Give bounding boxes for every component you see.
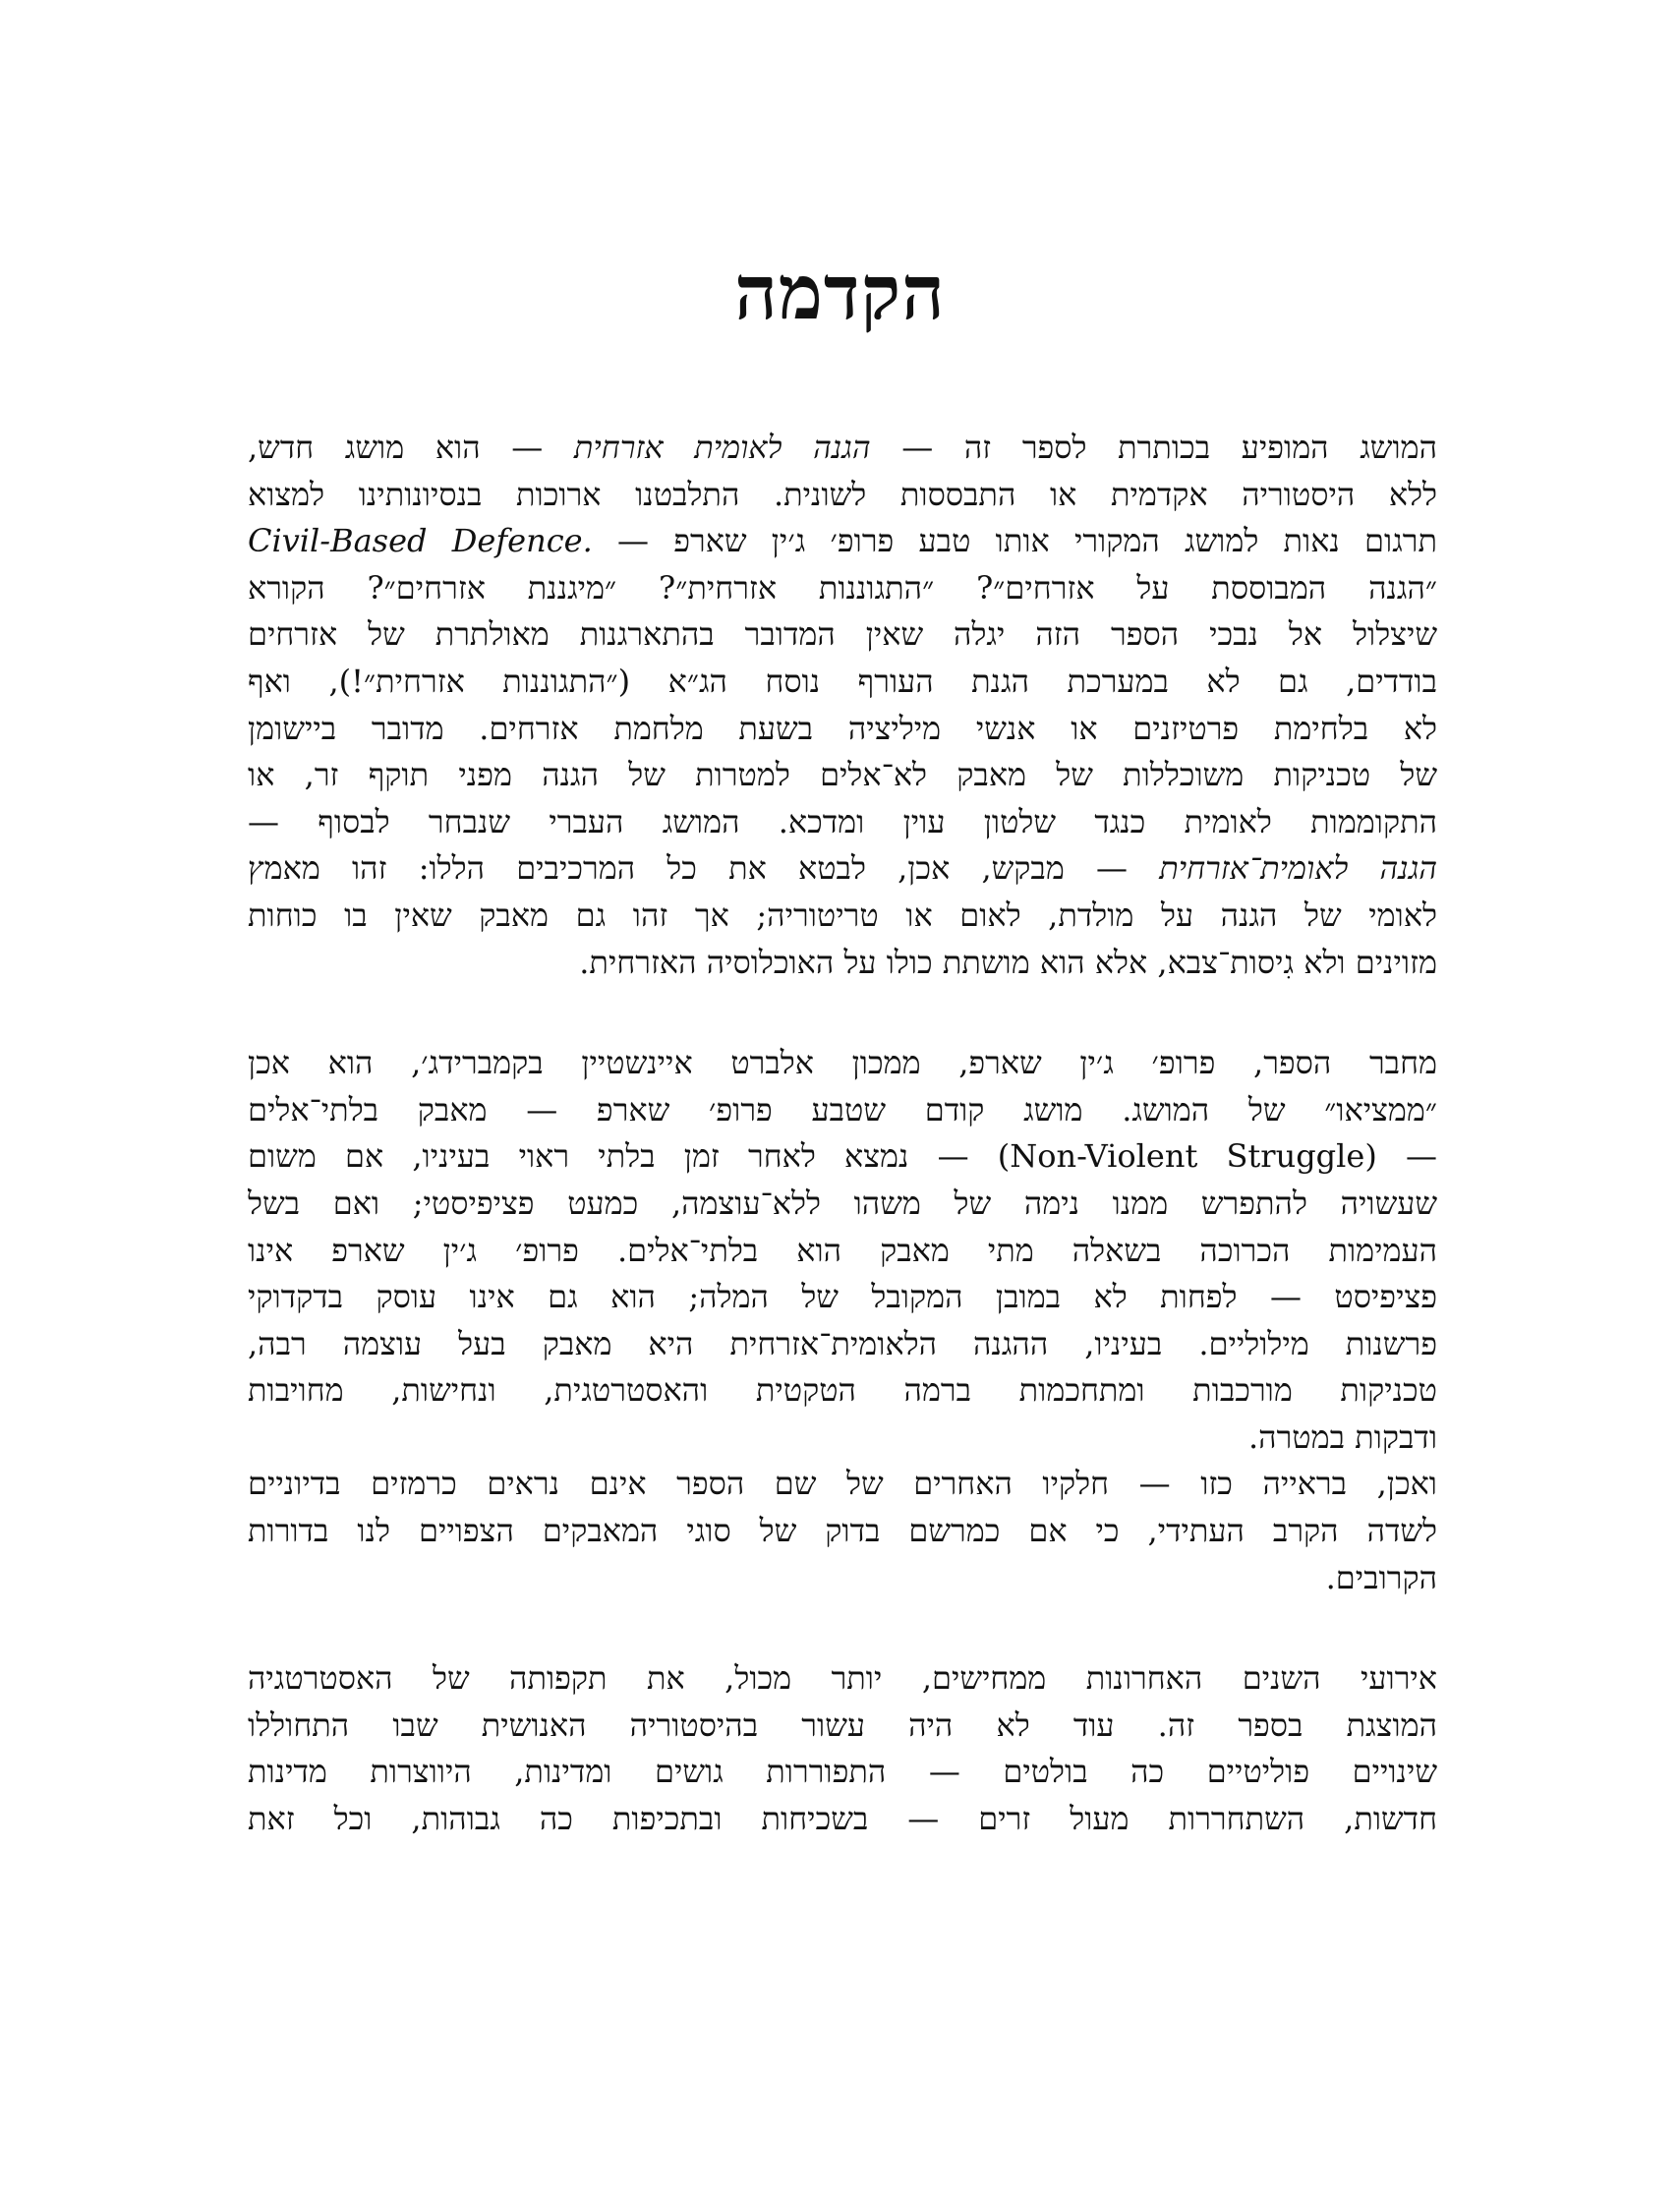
text-line	[248, 1087, 1437, 1134]
text-segment: — נמצא לאחר זמן בלתי ראוי בעיניו, אם משום	[248, 1137, 998, 1176]
text-line	[248, 472, 1437, 519]
text-line	[248, 1703, 1437, 1750]
text-segment: ואכן, בראייה כזו — חלקיו האחרים של שם הספר אינם נראים כרמזים בדיוניים	[248, 1465, 1437, 1503]
text-line	[248, 1655, 1437, 1703]
text-line	[248, 659, 1437, 706]
text-segment: — מבקש, אכן, לבטא את כל המרכיבים הללו: זהו מאמץ	[248, 849, 1160, 888]
text-segment: שעשויה להתפרש ממנו נימה של משהו ללא־עוצמה, כמעט פציפיסטי; ואם בשל	[248, 1184, 1437, 1222]
text-segment: פרשנות מילוליים. בעיניו, ההגנה הלאומית־אזרחית היא מאבק בעל עוצמה רבה,	[248, 1324, 1437, 1362]
text-line	[248, 565, 1437, 612]
text-segment: —	[1376, 1137, 1437, 1176]
paragraph	[248, 1040, 1437, 1461]
text-line	[248, 1796, 1437, 1843]
text-segment: טכניקות מורכבות ומתחכמות ברמה הטקטית והאסטרטגית, ונחישות, מחויבות	[248, 1371, 1437, 1410]
text-line	[248, 1040, 1437, 1087]
text-segment: — הוא מושג חדש,	[248, 429, 574, 466]
italic-text: הגנה לאומית־אזרחית	[1159, 849, 1437, 888]
text-line	[248, 1133, 1437, 1181]
text-line	[248, 845, 1437, 893]
text-segment: העמימות הכרוכה בשאלה מתי מאבק הוא בלתי־אלים. פרופ׳ ג׳ין שארפ אינו	[248, 1231, 1437, 1269]
text-segment: (Non-Violent Struggle)	[997, 1137, 1377, 1176]
text-line	[248, 706, 1437, 753]
text-line	[248, 1555, 1437, 1602]
text-segment: חדשות, השתחררות מעול זרים — בשכיחות ובתכיפות כה גבוהות, וכל זאת	[248, 1800, 1437, 1838]
text-segment: לשדה הקרב העתידי, כי אם כמרשם בדוק של סוגי המאבקים הצפויים לנו בדורות	[248, 1512, 1437, 1550]
text-line	[248, 1228, 1437, 1275]
text-line	[248, 1321, 1437, 1368]
body-text	[248, 425, 1437, 1843]
text-line	[248, 518, 1437, 565]
text-segment: ללא היסטוריה אקדמית או התבססות לשונית. התלבטנו ארוכות בנסיונותינו למצוא	[248, 475, 1437, 513]
text-line	[248, 1367, 1437, 1415]
text-line	[248, 1415, 1437, 1462]
paragraph	[248, 425, 1437, 986]
text-line	[248, 425, 1437, 472]
text-segment: הקרובים.	[1325, 1558, 1437, 1596]
text-segment: ודבקות במטרה.	[1247, 1417, 1437, 1456]
paragraph	[248, 1461, 1437, 1601]
text-segment: של טכניקות משוכללות של מאבק לא־אלים למטרות של הגנה מפני תוקף זר, או	[248, 756, 1437, 794]
text-line	[248, 1181, 1437, 1228]
text-segment: התקוממות לאומית כנגד שלטון עוין ומדכא. המושג העברי שנבחר לבסוף —	[248, 802, 1437, 840]
text-segment: תרגום נאות למושג המקורי אותו טבע פרופ׳ ג׳ין שארפ —	[592, 522, 1437, 560]
text-line	[248, 1461, 1437, 1508]
text-line	[248, 1508, 1437, 1555]
text-line	[248, 752, 1437, 799]
text-line	[248, 799, 1437, 846]
text-segment: ״הגנה המבוססת על אזרחים״? ״התגוננות אזרחית״? ״מיגננת אזרחים״? הקורא	[248, 568, 1437, 607]
text-line	[248, 940, 1437, 987]
italic-text: הגנה לאומית אזרחית	[573, 429, 871, 466]
text-line	[248, 611, 1437, 659]
paragraph	[248, 1655, 1437, 1842]
text-segment: לאומי של הגנה על מולדת, לאום או טריטוריה; אך זהו גם מאבק שאין בו כוחות	[248, 896, 1437, 934]
text-segment: המוצגת בספר זה. עוד לא היה עשור בהיסטוריה האנושית שבו התחוללו	[248, 1705, 1437, 1744]
text-segment: פציפיסט — לפחות לא במובן המקובל של המלה; הוא גם אינו עוסק בדקדוקי	[248, 1278, 1437, 1316]
italic-text: Civil-Based Defence.	[248, 522, 593, 560]
text-segment: ״ממציאו״ של המושג. מושג קודם שטבע פרופ׳ שארפ — מאבק בלתי־אלים	[248, 1090, 1437, 1128]
text-segment: מזוינים ולא גִיסות־צבא, אלא הוא מושתת כולו על האוכלוסיה האזרחית.	[579, 943, 1437, 981]
text-segment: שיצלול אל נבכי הספר הזה יגלה שאין המדובר בהתארגנות מאולתרת של אזרחים	[248, 615, 1437, 654]
page-title: הקדמה	[734, 249, 946, 336]
text-segment: לא בלחימת פרטיזנים או אנשי מיליציה בשעת מלחמת אזרחים. מדובר ביישומן	[248, 709, 1437, 747]
text-segment: בודדים, גם לא במערכת הגנת העורף נוסח הג״א (״התגוננות אזרחית״!), ואף	[248, 662, 1437, 700]
text-segment: שינויים פוליטיים כה בולטים — התפוררות גושים ומדינות, היווצרות מדינות	[248, 1753, 1437, 1791]
text-segment: מחבר הספר, פרופ׳ ג׳ין שארפ, ממכון אלברט איינשטיין בקמברידג׳, הוא אכן	[248, 1044, 1437, 1082]
text-line	[248, 893, 1437, 940]
text-segment: המושג המופיע בכותרת לספר זה —	[870, 429, 1437, 466]
text-line	[248, 1749, 1437, 1796]
text-segment: אירועי השנים האחרונות ממחישים, יותר מכול, את תקפותה של האסטרטגיה	[248, 1659, 1437, 1698]
text-line	[248, 1274, 1437, 1321]
